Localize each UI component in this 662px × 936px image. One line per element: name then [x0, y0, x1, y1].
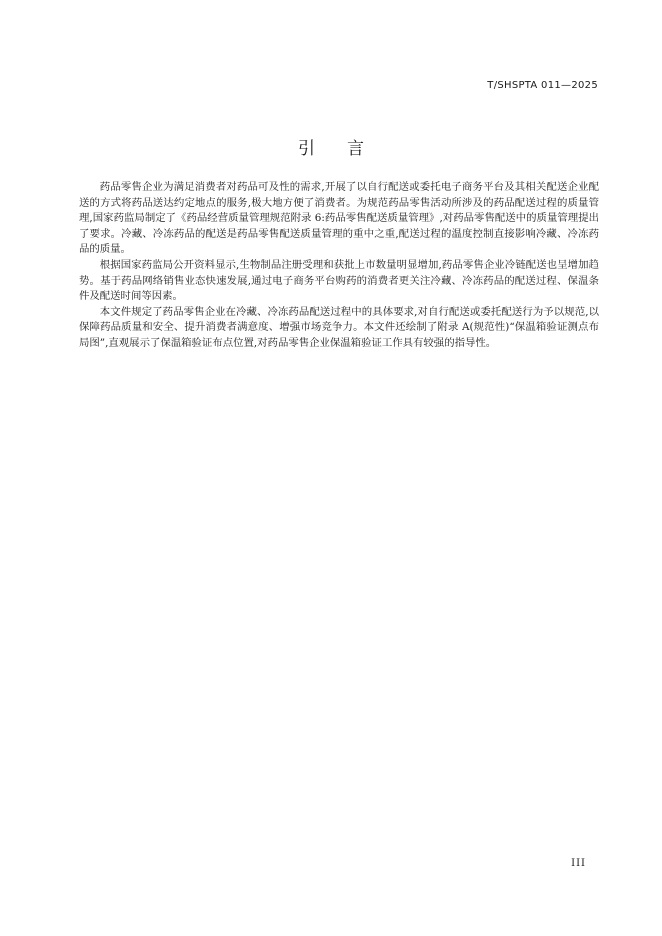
paragraph-2: 根据国家药监局公开资料显示,生物制品注册受理和获批上市数量明显增加,药品零售企业冷链配送也呈增加趋势。基于药品网络销售业态快速发展,通过电子商务平台购药的消费者更关注冷藏、冷冻药品的配送过程、保温条件及配送时间等因素。 [79, 258, 599, 303]
paragraph-3: 本文件规定了药品零售企业在冷藏、冷冻药品配送过程中的具体要求,对自行配送或委托配送行为予以规范,以保障药品质量和安全、提升消费者满意度、增强市场竞争力。本文件还绘制了附录 A(规范性)“保温箱验证测点布局图”,直观展示了保温箱验证布点位置,对药品零售企业保温箱验证工作具有较强的指导性。 [79, 305, 599, 349]
document-code: T/SHSPTA 011—2025 [487, 80, 598, 91]
page-number: III [571, 858, 586, 869]
introduction-body [79, 180, 599, 352]
paragraph-1: 药品零售企业为满足消费者对药品可及性的需求,开展了以自行配送或委托电子商务平台及其相关配送企业配送的方式将药品送达约定地点的服务,极大地方便了消费者。为规范药品零售活动所涉及的药品配送过程的质量管理,国家药监局制定了《药品经营质量管理规范附录 6:药品零售配送质量管理》,对药品零售配送中的质量管理提出了要求。冷藏、冷冻药品的配送是药品零售配送质量管理的重中之重,配送过程的温度控制直接影响冷藏、冷冻药品的质量。 [79, 181, 599, 256]
section-title: 引言 [298, 139, 396, 159]
